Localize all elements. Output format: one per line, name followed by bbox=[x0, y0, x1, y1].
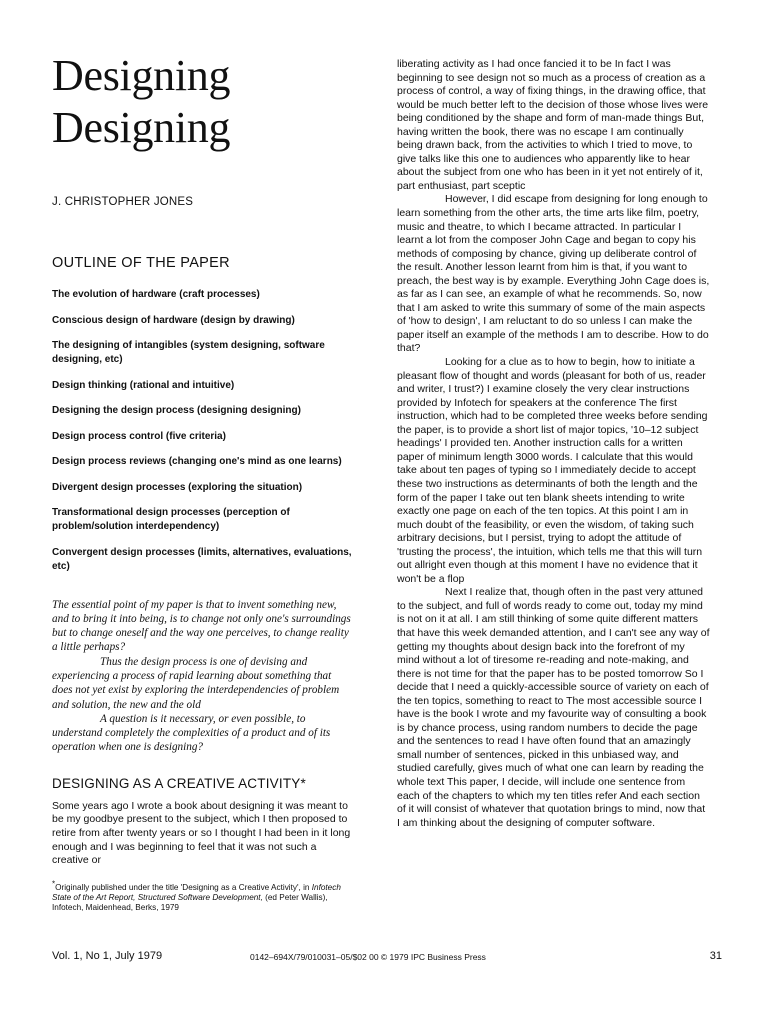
outline-item: Divergent design processes (exploring the situation) bbox=[52, 481, 303, 493]
issn-copyright: 0142–694X/79/010031–05/$02 00 © 1979 IPC Business Press bbox=[250, 952, 486, 962]
abstract-paragraph: A question is it necessary, or even possible, to understand completely the complexities of a product and of its operation when one is designing? bbox=[52, 712, 331, 754]
left-column bbox=[52, 50, 352, 913]
body-paragraph: However, I did escape from designing for long enough to learn something from the other arts, the time arts like film, poetry, music and theatre, to which I became attracted. In particular I learnt a lot from the composer John Cage and began to copy his methods of composing by chance, giving up deliberate control of the result. Another lesson learnt from him is that, if you want to preach, the best way is by example. Everything John Cage does is, as far as I can see, an example of what he recommends. So, now that I am asked to write this summary of some of the main aspects of 'how to design', I am reluctant to do so unless I can make the paper itself an example of the methods I am to describe. How to do that? bbox=[397, 193, 710, 355]
body-paragraph: Next I realize that, though often in the past very attuned to the subject, and full of words ready to come out, today my mind is not on it at all. I am still thinking of some quite different matters that have this week demanded attention, and I can't see any way of getting my thoughts about design back into the forefront of my mind without a lot of tiresome re-reading and note-making, and there is not time for that the paper has to be posted tomorrow So I decide that I need a quickly-accessible source of variety on each of the ten topics, something to react to The most accessible source I have is the book I wrote and my favourite way of consulting a book is by chance process, using random numbers to decide the page and the sentences to read I have often found that an amazingly small number of sentences, picked in this unbiased way, and studied carefully, gives much of what one can learn by reading the whole text This paper, I decide, will include one sentence from each of the chapters to which my ten titles refer And each section of it will consist of whatever that quotation brings to mind, now that I am thinking about the designing of computer software. bbox=[397, 586, 710, 829]
italic-abstract bbox=[52, 598, 352, 755]
outline-item: Designing the design process (designing designing) bbox=[52, 405, 301, 416]
section-heading: DESIGNING AS A CREATIVE ACTIVITY* bbox=[52, 775, 306, 791]
body-paragraph: liberating activity as I had once fancied it to be In fact I was beginning to see design not so much as a process of creation as a process of control, a way of fixing things, in the drawing office, that would be much better left to the decision of those whose lives were being conditioned by the shape and form of man-made things But, having written the book, there was no escape I am continually being drawn back, from the activities to which I tried to move, to give talks like this one to audiences who apparently like to hear about the subject from one who has been in it yet not entirely of it, part enthusiast, part sceptic bbox=[397, 58, 709, 192]
abstract-paragraph: Thus the design process is one of devising and experiencing a process of rapid learning about something that does not yet exist by exploring the interdependencies of problem and solution, the new and the old bbox=[52, 655, 340, 711]
footnote bbox=[52, 879, 352, 914]
outline-item: Design thinking (rational and intuitive) bbox=[52, 379, 235, 391]
outline-item: Convergent design processes (limits, alternatives, evaluations, etc) bbox=[52, 546, 352, 572]
outline-item: Design process control (five criteria) bbox=[52, 430, 226, 442]
footnote-text-end: (ed Peter Wallis), Infotech, Maidenhead, Berks, 1979 bbox=[52, 892, 328, 913]
title-line-1: Designing bbox=[52, 51, 231, 100]
outline-item: The evolution of hardware (craft processes) bbox=[52, 289, 260, 300]
outline-item: Conscious design of hardware (design by drawing) bbox=[52, 314, 295, 326]
outline-item: Design process reviews (changing one's mind as one learns) bbox=[52, 456, 342, 467]
footnote-marker: * bbox=[52, 879, 56, 888]
journal-volume: Vol. 1, No 1, July 1979 bbox=[52, 950, 163, 962]
footnote-source-title: Infotech State of the Art Report, Structured Software Development, bbox=[52, 882, 341, 902]
outline-list bbox=[52, 288, 352, 574]
outline-item: Transformational design processes (perception of problem/solution interdependency) bbox=[52, 507, 290, 532]
body-paragraph: Looking for a clue as to how to begin, how to initiate a pleasant flow of thought and words (pleasant for both of us, reader and writer, I trust?) I examine closely the very clear instructions provided by Infotech for speakers at the conference The first instruction, which had to be completed three weeks before sending the paper, is to provide a short list of major topics, '10–12 subject headings' I provided ten. Another instruction calls for a written paper of minimum length 3000 words. I calculate that this would take about ten pages of typing so I immediately decide to accept these two instructions as determinants of both the length and the form of the paper I take out ten blank sheets intending to write exactly one page on each of the ten topics. At this point I am in much doubt of the feasibility, or even the wisdom, of taking such arbitrary decisions, but I persist, trying to adopt the attitude of 'trusting the process', the intuition, which tells me that this will turn out allright even though at this moment I have no evidence that it won't be a flop bbox=[397, 356, 708, 585]
article-title bbox=[52, 50, 352, 154]
abstract-paragraph: The essential point of my paper is that to invent something new, and to bring it into being, is to change not only one's surroundings but to change oneself and the way one perceives, to change reality a little perhaps? bbox=[52, 598, 351, 654]
title-line-2: Designing bbox=[52, 103, 231, 152]
outline-heading: OUTLINE OF THE PAPER bbox=[52, 255, 230, 271]
section-body: Some years ago I wrote a book about designing it was meant to be my goodbye present to the subject, which I then proposed to retire from after twenty years or so I thought I had been in it long enough and I was beginning to feel that it was not such a creative or bbox=[52, 799, 351, 867]
right-column bbox=[397, 58, 710, 830]
outline-item: The designing of intangibles (system designing, software designing, etc) bbox=[52, 340, 325, 365]
page-number: 31 bbox=[709, 950, 722, 962]
author-name: J. CHRISTOPHER JONES bbox=[52, 196, 194, 208]
footnote-text: Originally published under the title 'Designing as a Creative Activity', in bbox=[55, 882, 312, 892]
